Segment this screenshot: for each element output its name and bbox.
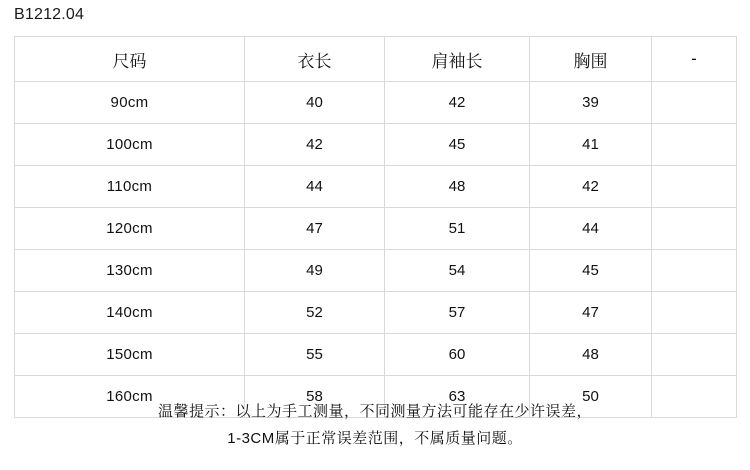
cell-size: 150cm — [15, 334, 245, 376]
cell-length: 52 — [245, 292, 385, 334]
cell-bust: 44 — [530, 208, 652, 250]
table-row — [15, 250, 737, 292]
column-header-bust: 胸围 — [530, 37, 652, 82]
cell-extra — [652, 250, 737, 292]
cell-shoulder-sleeve: 57 — [385, 292, 530, 334]
cell-length: 55 — [245, 334, 385, 376]
table-row — [15, 82, 737, 124]
cell-shoulder-sleeve: 60 — [385, 334, 530, 376]
cell-extra — [652, 124, 737, 166]
cell-bust: 42 — [530, 166, 652, 208]
table-header — [15, 37, 737, 82]
cell-shoulder-sleeve: 48 — [385, 166, 530, 208]
cell-length: 40 — [245, 82, 385, 124]
cell-shoulder-sleeve: 42 — [385, 82, 530, 124]
cell-shoulder-sleeve: 63 — [385, 376, 530, 418]
table-header-row — [15, 37, 737, 82]
cell-size: 100cm — [15, 124, 245, 166]
measurement-notes — [0, 398, 750, 452]
cell-size: 110cm — [15, 166, 245, 208]
cell-shoulder-sleeve: 54 — [385, 250, 530, 292]
cell-bust: 39 — [530, 82, 652, 124]
cell-shoulder-sleeve: 45 — [385, 124, 530, 166]
column-header-extra: - — [652, 37, 737, 82]
size-table — [14, 36, 737, 418]
cell-bust: 45 — [530, 250, 652, 292]
cell-length: 58 — [245, 376, 385, 418]
cell-bust: 41 — [530, 124, 652, 166]
cell-extra — [652, 166, 737, 208]
cell-bust: 48 — [530, 334, 652, 376]
document-code: B1212.04 — [14, 6, 85, 23]
column-header-length: 衣长 — [245, 37, 385, 82]
table-row — [15, 334, 737, 376]
column-header-size: 尺码 — [15, 37, 245, 82]
cell-bust: 50 — [530, 376, 652, 418]
table-body — [15, 82, 737, 418]
cell-size: 90cm — [15, 82, 245, 124]
note-line-1: 温馨提示：以上为手工测量，不同测量方法可能存在少许误差， — [157, 403, 592, 420]
cell-bust: 47 — [530, 292, 652, 334]
cell-extra — [652, 292, 737, 334]
table-row — [15, 166, 737, 208]
cell-length: 47 — [245, 208, 385, 250]
cell-extra — [652, 82, 737, 124]
cell-shoulder-sleeve: 51 — [385, 208, 530, 250]
cell-size: 160cm — [15, 376, 245, 418]
cell-extra — [652, 334, 737, 376]
cell-extra — [652, 208, 737, 250]
cell-size: 130cm — [15, 250, 245, 292]
table-row — [15, 292, 737, 334]
cell-size: 140cm — [15, 292, 245, 334]
cell-size: 120cm — [15, 208, 245, 250]
column-header-shoulder-sleeve: 肩袖长 — [385, 37, 530, 82]
cell-length: 49 — [245, 250, 385, 292]
cell-length: 42 — [245, 124, 385, 166]
cell-length: 44 — [245, 166, 385, 208]
note-line-2: 1-3CM属于正常误差范围，不属质量问题。 — [227, 430, 523, 447]
table-row — [15, 208, 737, 250]
table-row — [15, 124, 737, 166]
